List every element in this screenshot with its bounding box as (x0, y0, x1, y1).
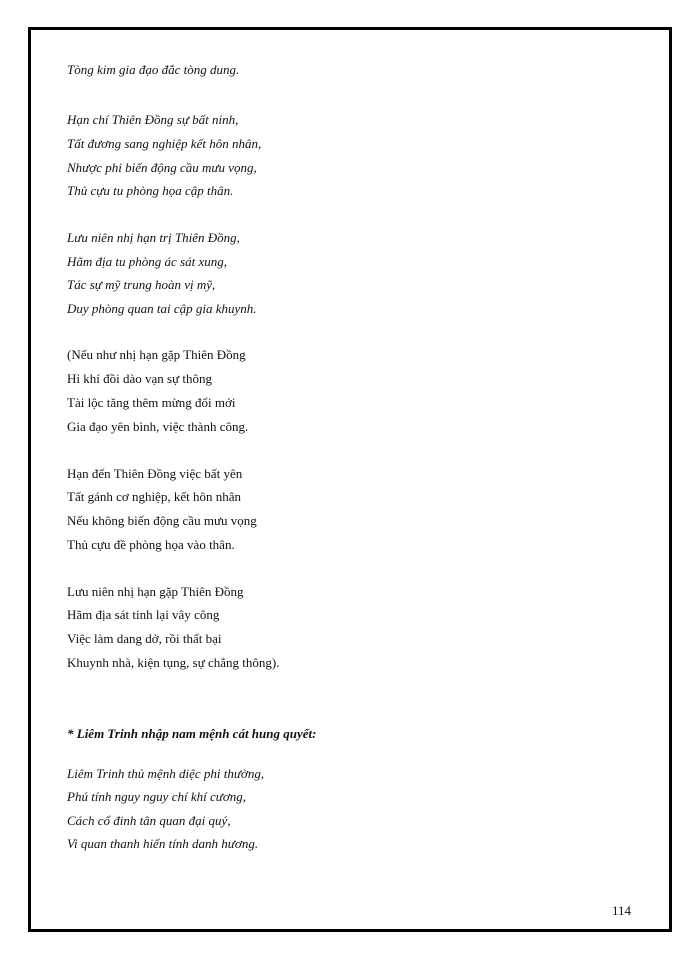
verse-line: Tác sự mỹ trung hoàn vị mỹ, (67, 277, 216, 292)
verse-line: Việc làm dang dở, rồi thất bại (67, 631, 222, 646)
section-heading: * Liêm Trinh nhập nam mệnh cát hung quyết: (67, 726, 317, 741)
verse-line: Nếu không biến động cầu mưu vọng (67, 513, 257, 528)
verse-line: Hạn đến Thiên Đồng việc bất yên (67, 466, 243, 481)
verse-line: (Nếu như nhị hạn gặp Thiên Đồng (67, 347, 246, 362)
page-number: 114 (612, 903, 632, 918)
verse-line: Thủ cựu tu phòng họa cập thân. (67, 183, 234, 198)
verse-line: Hãm địa sát tinh lại vây công (67, 607, 220, 622)
verse-line: Phú tính nguy nguy chí khí cương, (67, 789, 247, 804)
verse-line: Hỉ khí đồi dào vạn sự thông (67, 371, 212, 386)
verse-line: Lưu niên nhị hạn gặp Thiên Đồng (67, 584, 244, 599)
verse-line: Thủ cựu đề phòng họa vào thân. (67, 537, 235, 552)
verse-line: Khuynh nhà, kiện tụng, sự chẳng thông). (67, 655, 280, 670)
verse-line: Tất đương sang nghiệp kết hôn nhân, (67, 136, 262, 151)
verse-line: Hãm địa tu phòng ác sát xung, (67, 254, 227, 269)
verse-line: Vi quan thanh hiến tính danh hương. (67, 836, 259, 851)
verse-line: Duy phòng quan tai cập gia khuynh. (67, 301, 257, 316)
verse-line: Tất gánh cơ nghiệp, kết hôn nhân (67, 489, 242, 504)
verse-line: Gia đạo yên bình, việc thành công. (67, 419, 249, 434)
verse-line: Nhược phi biến động cầu mưu vọng, (67, 160, 257, 175)
verse-line: Hạn chí Thiên Đồng sự bất ninh, (67, 112, 239, 127)
opening-line: Tòng kim gia đạo đắc tòng dung. (67, 62, 240, 77)
verse-line: Cách cổ đinh tân quan đại quý, (67, 813, 231, 828)
verse-line: Tài lộc tăng thêm mừng đổi mới (67, 395, 236, 410)
verse-line: Lưu niên nhị hạn trị Thiên Đồng, (67, 230, 240, 245)
verse-line: Liêm Trinh thủ mệnh diệc phi thường, (67, 766, 265, 781)
